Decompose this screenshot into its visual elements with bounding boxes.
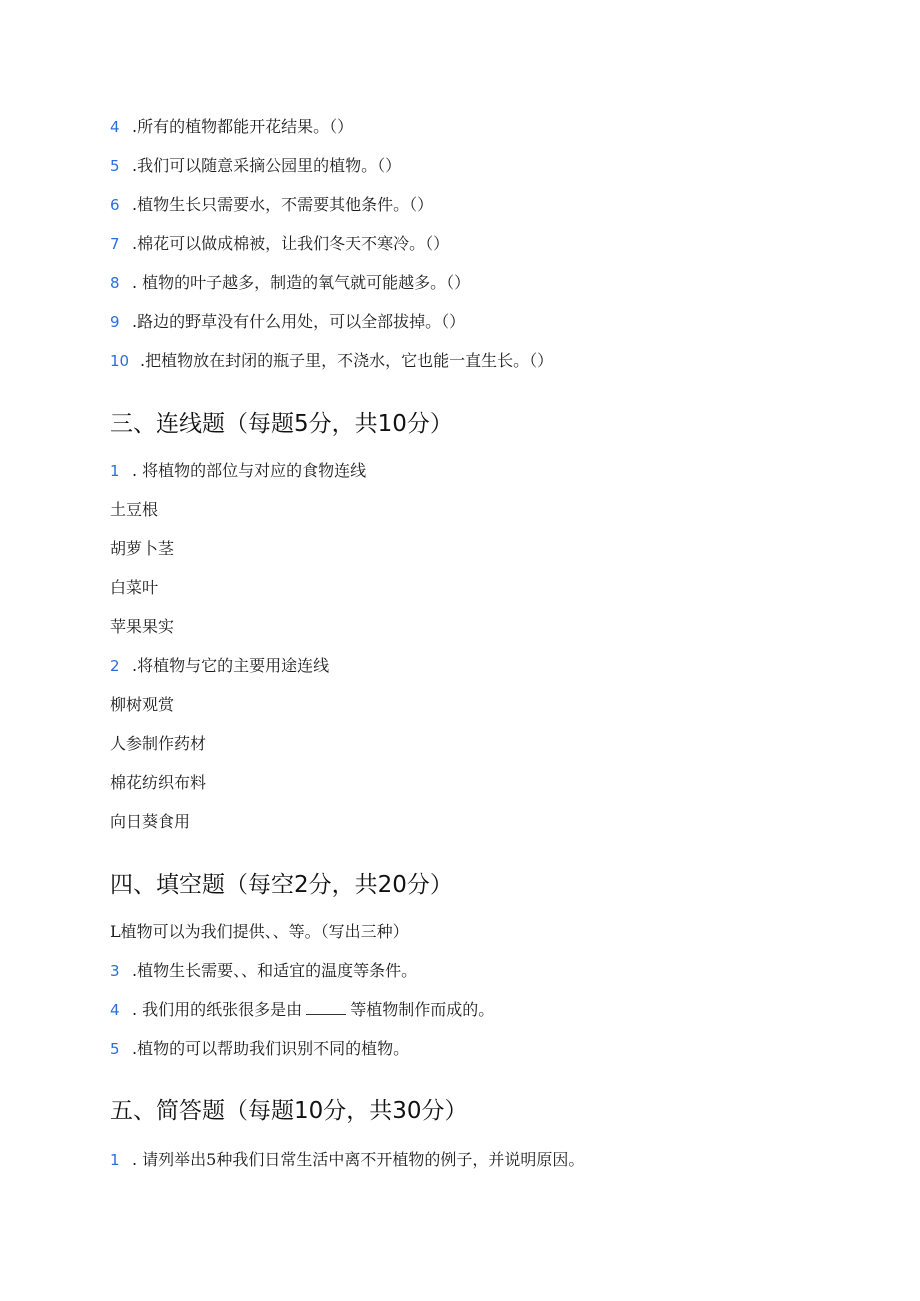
- match-option: 棉花纺织布料: [110, 773, 207, 792]
- item-text: .将植物与它的主要用途连线: [132, 656, 330, 675]
- item-text: .所有的植物都能开花结果。（）: [132, 117, 354, 136]
- item-text: . 植物的叶子越多，制造的氧气就可能越多。（）: [132, 273, 471, 292]
- match-option: 土豆根: [110, 500, 159, 519]
- answer-blank: [306, 1000, 346, 1015]
- item-number: 8: [110, 274, 120, 292]
- judge-item: [110, 234, 449, 254]
- judge-item: [110, 273, 470, 293]
- judge-item: [110, 312, 465, 332]
- item-number: 9: [110, 313, 120, 331]
- item-number: 10: [110, 352, 130, 370]
- item-text-after: 等植物制作而成的。: [350, 1000, 495, 1019]
- item-number: 1: [110, 1151, 120, 1169]
- question: [110, 461, 366, 481]
- match-option: 人参制作药材: [110, 734, 207, 753]
- item-number: 5: [110, 1040, 120, 1058]
- question: [110, 656, 329, 676]
- match-option: 胡萝卜茎: [110, 539, 175, 558]
- item-number: 5: [110, 157, 120, 175]
- question: [110, 1039, 409, 1059]
- item-text: .植物生长只需要水，不需要其他条件。（）: [132, 195, 434, 214]
- item-number: 6: [110, 196, 120, 214]
- match-option: 白菜叶: [110, 578, 159, 597]
- judge-item: [110, 156, 401, 176]
- item-text: .把植物放在封闭的瓶子里，不浇水，它也能一直生长。（）: [140, 351, 554, 370]
- item-number: 7: [110, 235, 120, 253]
- question: [110, 922, 409, 942]
- question: [110, 1150, 584, 1170]
- item-text: .路边的野草没有什么用处，可以全部拔掉。（）: [132, 312, 466, 331]
- item-number: 2: [110, 657, 120, 675]
- match-option: 苹果果实: [110, 617, 175, 636]
- judge-item: [110, 195, 433, 215]
- section-heading-matching: 三、连线题（每题5分，共10分）: [110, 411, 453, 437]
- item-number: 4: [110, 1001, 120, 1019]
- item-text: .植物的可以帮助我们识别不同的植物。: [132, 1039, 410, 1058]
- item-text: .我们可以随意采摘公园里的植物。（）: [132, 156, 402, 175]
- section-heading-short-answer: 五、简答题（每题10分，共30分）: [110, 1098, 468, 1124]
- item-number: 3: [110, 962, 120, 980]
- item-text: . 将植物的部位与对应的食物连线: [132, 461, 367, 480]
- item-text: . 请列举出5种我们日常生活中离不开植物的例子，并说明原因。: [132, 1150, 585, 1169]
- item-number: 4: [110, 118, 120, 136]
- item-text-before: . 我们用的纸张很多是由: [132, 1000, 303, 1019]
- match-option: 向日葵食用: [110, 812, 191, 831]
- question: [110, 1000, 494, 1020]
- item-number: 1: [110, 462, 120, 480]
- item-text: .植物生长需要、、和适宜的温度等条件。: [132, 961, 418, 980]
- question: [110, 961, 417, 981]
- item-text: .棉花可以做成棉被，让我们冬天不寒冷。（）: [132, 234, 450, 253]
- judge-item: [110, 351, 553, 371]
- judge-item: [110, 117, 353, 137]
- item-text: L植物可以为我们提供、、等。（写出三种）: [110, 922, 409, 941]
- match-option: 柳树观赏: [110, 695, 175, 714]
- section-heading-fill-blank: 四、填空题（每空2分，共20分）: [110, 872, 453, 898]
